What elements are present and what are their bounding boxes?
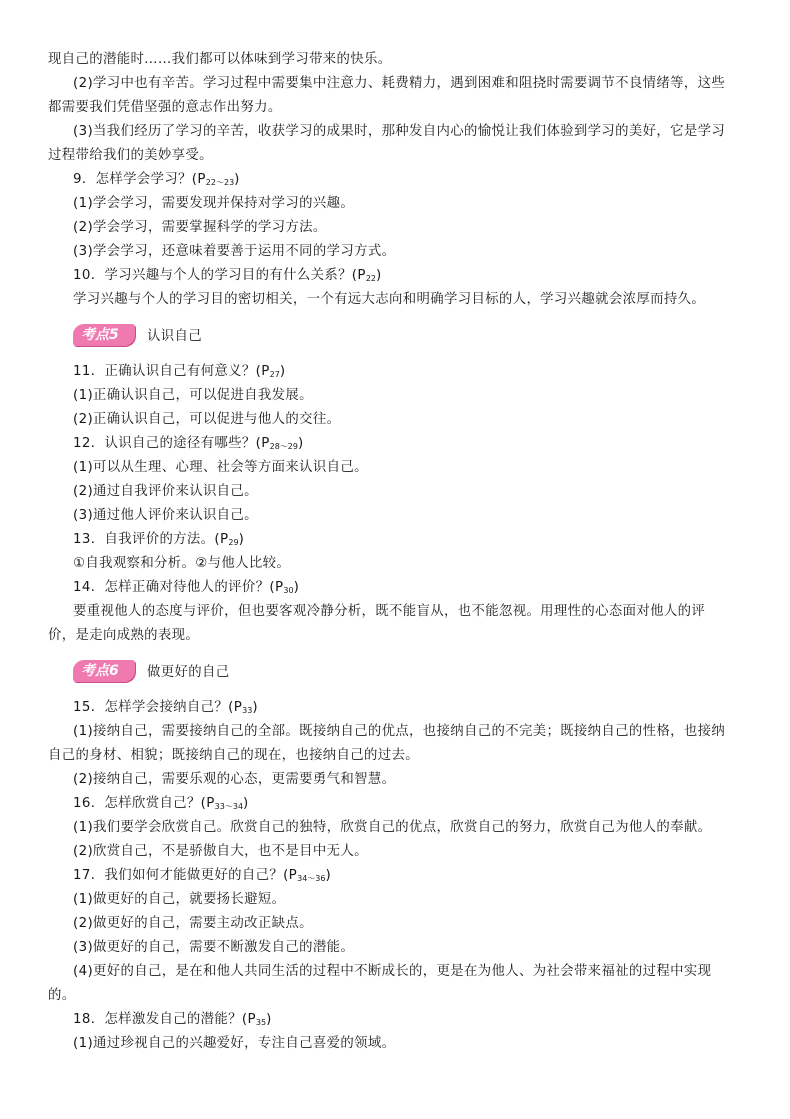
answer-line: (1)正确认识自己，可以促进自我发展。 (73, 388, 313, 403)
answer-line: (3)学会学习，还意味着要善于运用不同的学习方式。 (73, 244, 396, 259)
answer-line: (4)更好的自己，是在和他人共同生活的过程中不断成长的，更是在为他人、为社会带来福祉的过程中实现 (73, 964, 712, 979)
question-text: 9．怎样学会学习？(P (73, 172, 206, 187)
question-text: 18．怎样激发自己的潜能？(P (73, 1012, 256, 1027)
question-17: 17．我们如何才能做更好的自己？$(P_{34\sim 36})$ (73, 868, 332, 883)
answer-line: (2)正确认识自己，可以促进与他人的交往。 (73, 412, 341, 427)
answer-line: (1)通过珍视自己的兴趣爱好，专注自己喜爱的领域。 (73, 1036, 396, 1051)
question-14: 14．怎样正确对待他人的评价？$(P_{30})$ (73, 580, 300, 595)
answer-line: 的。 (48, 988, 76, 1003)
question-12: 12．认识自己的途径有哪些？$(P_{28\sim 29})$ (73, 436, 304, 451)
section-badge: 考点6 (73, 660, 135, 682)
paragraph-line: (3)当我们经历了学习的辛苦，收获学习的成果时，那种发自内心的愉悦让我们体验到学习的美好，它是学习 (73, 124, 726, 139)
paragraph-line: 现自己的潜能时……我们都可以体味到学习带来的快乐。 (48, 52, 392, 67)
paragraph-line: 过程带给我们的美妙享受。 (48, 148, 213, 163)
page-reference: 28～29 (269, 442, 298, 451)
question-18: 18．怎样激发自己的潜能？$(P_{35})$ (73, 1012, 272, 1027)
page-reference: 22～23 (205, 178, 235, 187)
section-title: 做更好的自己 (147, 665, 230, 680)
answer-line: (2)通过自我评价来认识自己。 (73, 484, 258, 499)
answer-line: 学习兴趣与个人的学习目的密切相关，一个有远大志向和明确学习目标的人，学习兴趣就会浓厚而持久。 (73, 292, 706, 307)
answer-line: (2)欣赏自己，不是骄傲自大，也不是目中无人。 (73, 844, 368, 859)
answer-line: (3)做更好的自己，需要不断激发自己的潜能。 (73, 940, 355, 955)
question-text: 12．认识自己的途径有哪些？(P (73, 436, 270, 451)
section-badge: 考点5 (73, 324, 135, 346)
question-13: 13．自我评价的方法。$(P_{29})$ (73, 532, 245, 547)
question-15: 15．怎样学会接纳自己？$(P_{33})$ (73, 700, 258, 715)
page-reference: 35 (255, 1018, 267, 1027)
paragraph-line: 都需要我们凭借坚强的意志作出努力。 (48, 100, 282, 115)
answer-line: (1)我们要学会欣赏自己。欣赏自己的独特，欣赏自己的优点，欣赏自己的努力，欣赏自己为他人的奉献。 (73, 820, 712, 835)
paragraph-line: (2)学习中也有辛苦。学习过程中需要集中注意力、耗费精力，遇到困难和阻挠时需要调节不良情绪等，这些 (73, 76, 726, 91)
page-reference: 30 (283, 586, 294, 595)
answer-line: ①自我观察和分析。②与他人比较。 (73, 556, 291, 571)
question-11: 11．正确认识自己有何意义？$(P_{27})$ (73, 364, 286, 379)
page-reference: 27 (269, 370, 280, 379)
page-reference: 33～34 (214, 802, 244, 811)
question-9: 9．怎样学会学习？$(P_{22\sim 23})$ (73, 172, 240, 187)
answer-line: (2)学会学习，需要掌握科学的学习方法。 (73, 220, 327, 235)
page-reference: 29 (228, 538, 239, 547)
page-reference: 33 (242, 706, 253, 715)
answer-line: (2)做更好的自己，需要主动改正缺点。 (73, 916, 313, 931)
question-10: 10．学习兴趣与个人的学习目的有什么关系？$(P_{22})$ (73, 268, 382, 283)
answer-line: (1)接纳自己，需要接纳自己的全部。既接纳自己的优点，也接纳自己的不完美；既接纳自己的性格，也接纳 (73, 724, 726, 739)
question-text: 17．我们如何才能做更好的自己？(P (73, 868, 298, 883)
page-reference: 22 (365, 274, 376, 283)
answer-line: 自己的身材、相貌；既接纳自己的现在，也接纳自己的过去。 (48, 748, 419, 763)
answer-line: (2)接纳自己，需要乐观的心态，更需要勇气和智慧。 (73, 772, 396, 787)
question-text: 13．自我评价的方法。(P (73, 532, 229, 547)
page-reference: 34～36 (297, 874, 326, 883)
answer-line: (1)可以从生理、心理、社会等方面来认识自己。 (73, 460, 368, 475)
section-title: 认识自己 (147, 329, 202, 344)
answer-line: 要重视他人的态度与评价，但也要客观冷静分析，既不能盲从，也不能忽视。用理性的心态面对他人的评 (73, 604, 706, 619)
question-text: 11．正确认识自己有何意义？(P (73, 364, 270, 379)
question-text: 14．怎样正确对待他人的评价？(P (73, 580, 284, 595)
answer-line: (3)通过他人评价来认识自己。 (73, 508, 258, 523)
question-text: 15．怎样学会接纳自己？(P (73, 700, 243, 715)
answer-line: (1)做更好的自己，就要扬长避短。 (73, 892, 286, 907)
question-16: 16．怎样欣赏自己？$(P_{33\sim 34})$ (73, 796, 249, 811)
question-text: 16．怎样欣赏自己？(P (73, 796, 215, 811)
answer-line: (1)学会学习，需要发现并保持对学习的兴趣。 (73, 196, 355, 211)
answer-line: 价，是走向成熟的表现。 (48, 628, 200, 643)
question-text: 10．学习兴趣与个人的学习目的有什么关系？(P (73, 268, 366, 283)
